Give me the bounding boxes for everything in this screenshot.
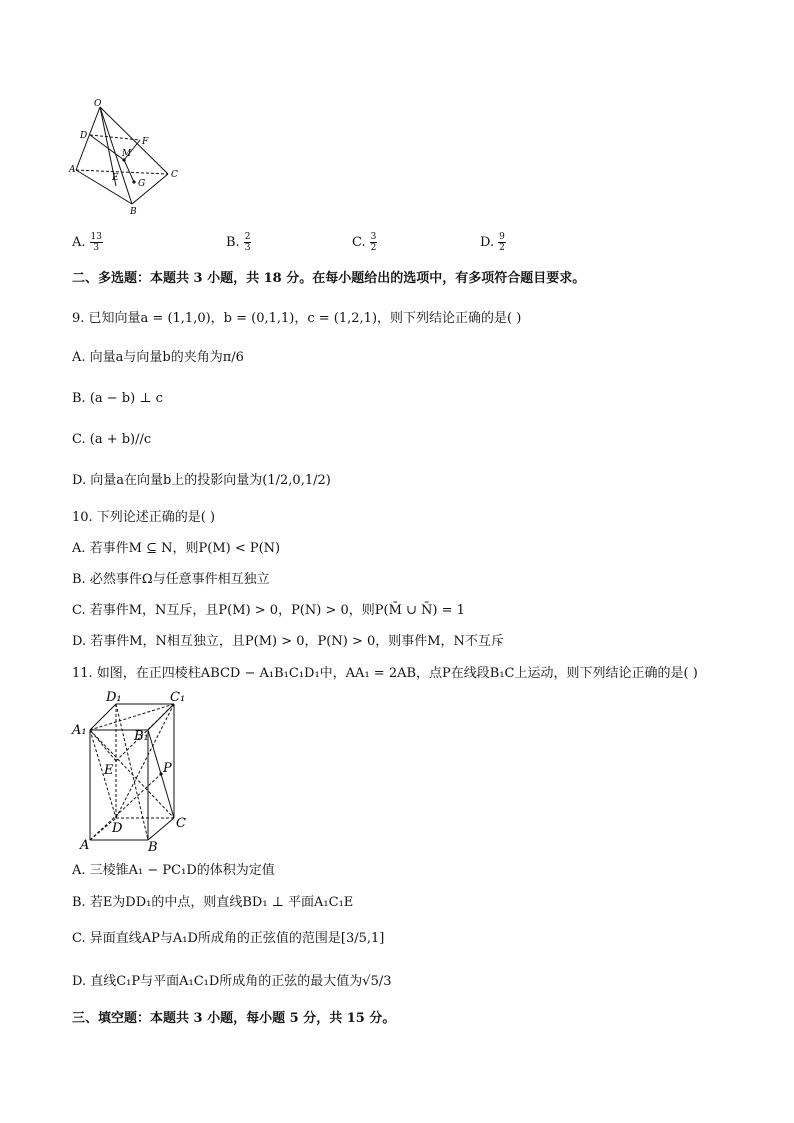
q8-option-d-frac: $\frac{9}{2}$ [499, 232, 505, 253]
fig1-label-a: A [69, 165, 76, 175]
q8-option-b[interactable] [226, 232, 251, 253]
fig2-label-p: P [163, 761, 172, 776]
q9-stem: 9. 已知向量a = (1,1,0)，b = (0,1,1)，c = (1,2,1)，则下列结论正确的是( ) [72, 311, 522, 326]
q11-option-c[interactable]: C. 异面直线AP与A₁D所成角的正弦值的范围是[3/5,1] [72, 931, 385, 946]
fig1-label-o: O [94, 99, 102, 109]
fig2-label-d1: D₁ [106, 690, 122, 705]
q8-option-c[interactable] [352, 232, 377, 253]
fig2-label-e: E [104, 763, 114, 778]
fig1-label-g: G [138, 179, 146, 189]
q8-option-a[interactable] [72, 232, 103, 253]
q11-option-b[interactable]: B. 若E为DD₁的中点，则直线BD₁ ⊥ 平面A₁C₁E [72, 895, 354, 910]
section-3-heading: 三、填空题：本题共 3 小题，每小题 5 分，共 15 分。 [72, 1011, 396, 1026]
fig2-label-c: C [176, 816, 186, 831]
fig2-label-a1: A₁ [72, 723, 87, 738]
q8-option-a-letter: A. [72, 235, 86, 250]
section-2-heading: 二、多选题：本题共 3 小题，共 18 分。在每小题给出的选项中，有多项符合题目要求。 [72, 271, 586, 286]
fig2-label-d: D [112, 821, 123, 836]
q10-option-c[interactable]: C. 若事件M，N互斥，且P(M) > 0，P(N) > 0，则P(M̄ ∪ N̄) = 1 [72, 603, 465, 618]
fig2-label-c1: C₁ [170, 690, 186, 705]
fig1-label-f: F [142, 137, 149, 147]
q8-option-b-letter: B. [226, 235, 240, 250]
q9-option-d[interactable]: D. 向量a在向量b上的投影向量为(1/2,0,1/2) [72, 473, 331, 488]
fig1-label-d: D [80, 131, 88, 141]
q8-option-d-letter: D. [480, 235, 495, 250]
fig1-label-b: B [130, 207, 137, 217]
q11-option-d[interactable]: D. 直线C₁P与平面A₁C₁D所成角的正弦的最大值为√5/3 [72, 974, 392, 989]
q10-stem: 10. 下列论述正确的是( ) [72, 510, 216, 525]
q10-option-a[interactable]: A. 若事件M ⊆ N，则P(M) < P(N) [72, 541, 281, 556]
q9-option-c[interactable]: C. (a + b)//c [72, 432, 152, 447]
fig1-label-c: C [171, 170, 178, 180]
q11-stem: 11. 如图，在正四棱柱ABCD − A₁B₁C₁D₁中，AA₁ = 2AB，点P在线段B₁C上运动，则下列结论正确的是( ) [72, 666, 698, 681]
q8-option-a-frac: $\frac{13}{3}$ [90, 232, 102, 253]
figure-prism [70, 688, 200, 856]
q8-option-d[interactable] [480, 232, 506, 253]
q10-option-d[interactable]: D. 若事件M，N相互独立，且P(M) > 0，P(N) > 0，则事件M，N不互斥 [72, 634, 504, 649]
q10-option-b[interactable]: B. 必然事件Ω与任意事件相互独立 [72, 572, 270, 587]
q9-option-b[interactable]: B. (a − b) ⊥ c [72, 391, 163, 406]
q11-option-a[interactable]: A. 三棱锥A₁ − PC₁D的体积为定值 [72, 863, 275, 878]
fig2-label-b1: B₁ [134, 729, 149, 744]
fig2-label-a: A [80, 838, 90, 853]
q8-option-c-letter: C. [352, 235, 366, 250]
q9-option-a[interactable]: A. 向量a与向量b的夹角为π/6 [72, 350, 244, 365]
figure-pyramid [68, 98, 188, 218]
fig1-label-m: M [122, 149, 132, 159]
q8-option-b-frac: $\frac{2}{3}$ [244, 232, 251, 253]
fig2-label-b: B [148, 840, 158, 855]
fig1-label-e: E [112, 173, 119, 183]
q8-option-c-frac: $\frac{3}{2}$ [370, 232, 377, 253]
